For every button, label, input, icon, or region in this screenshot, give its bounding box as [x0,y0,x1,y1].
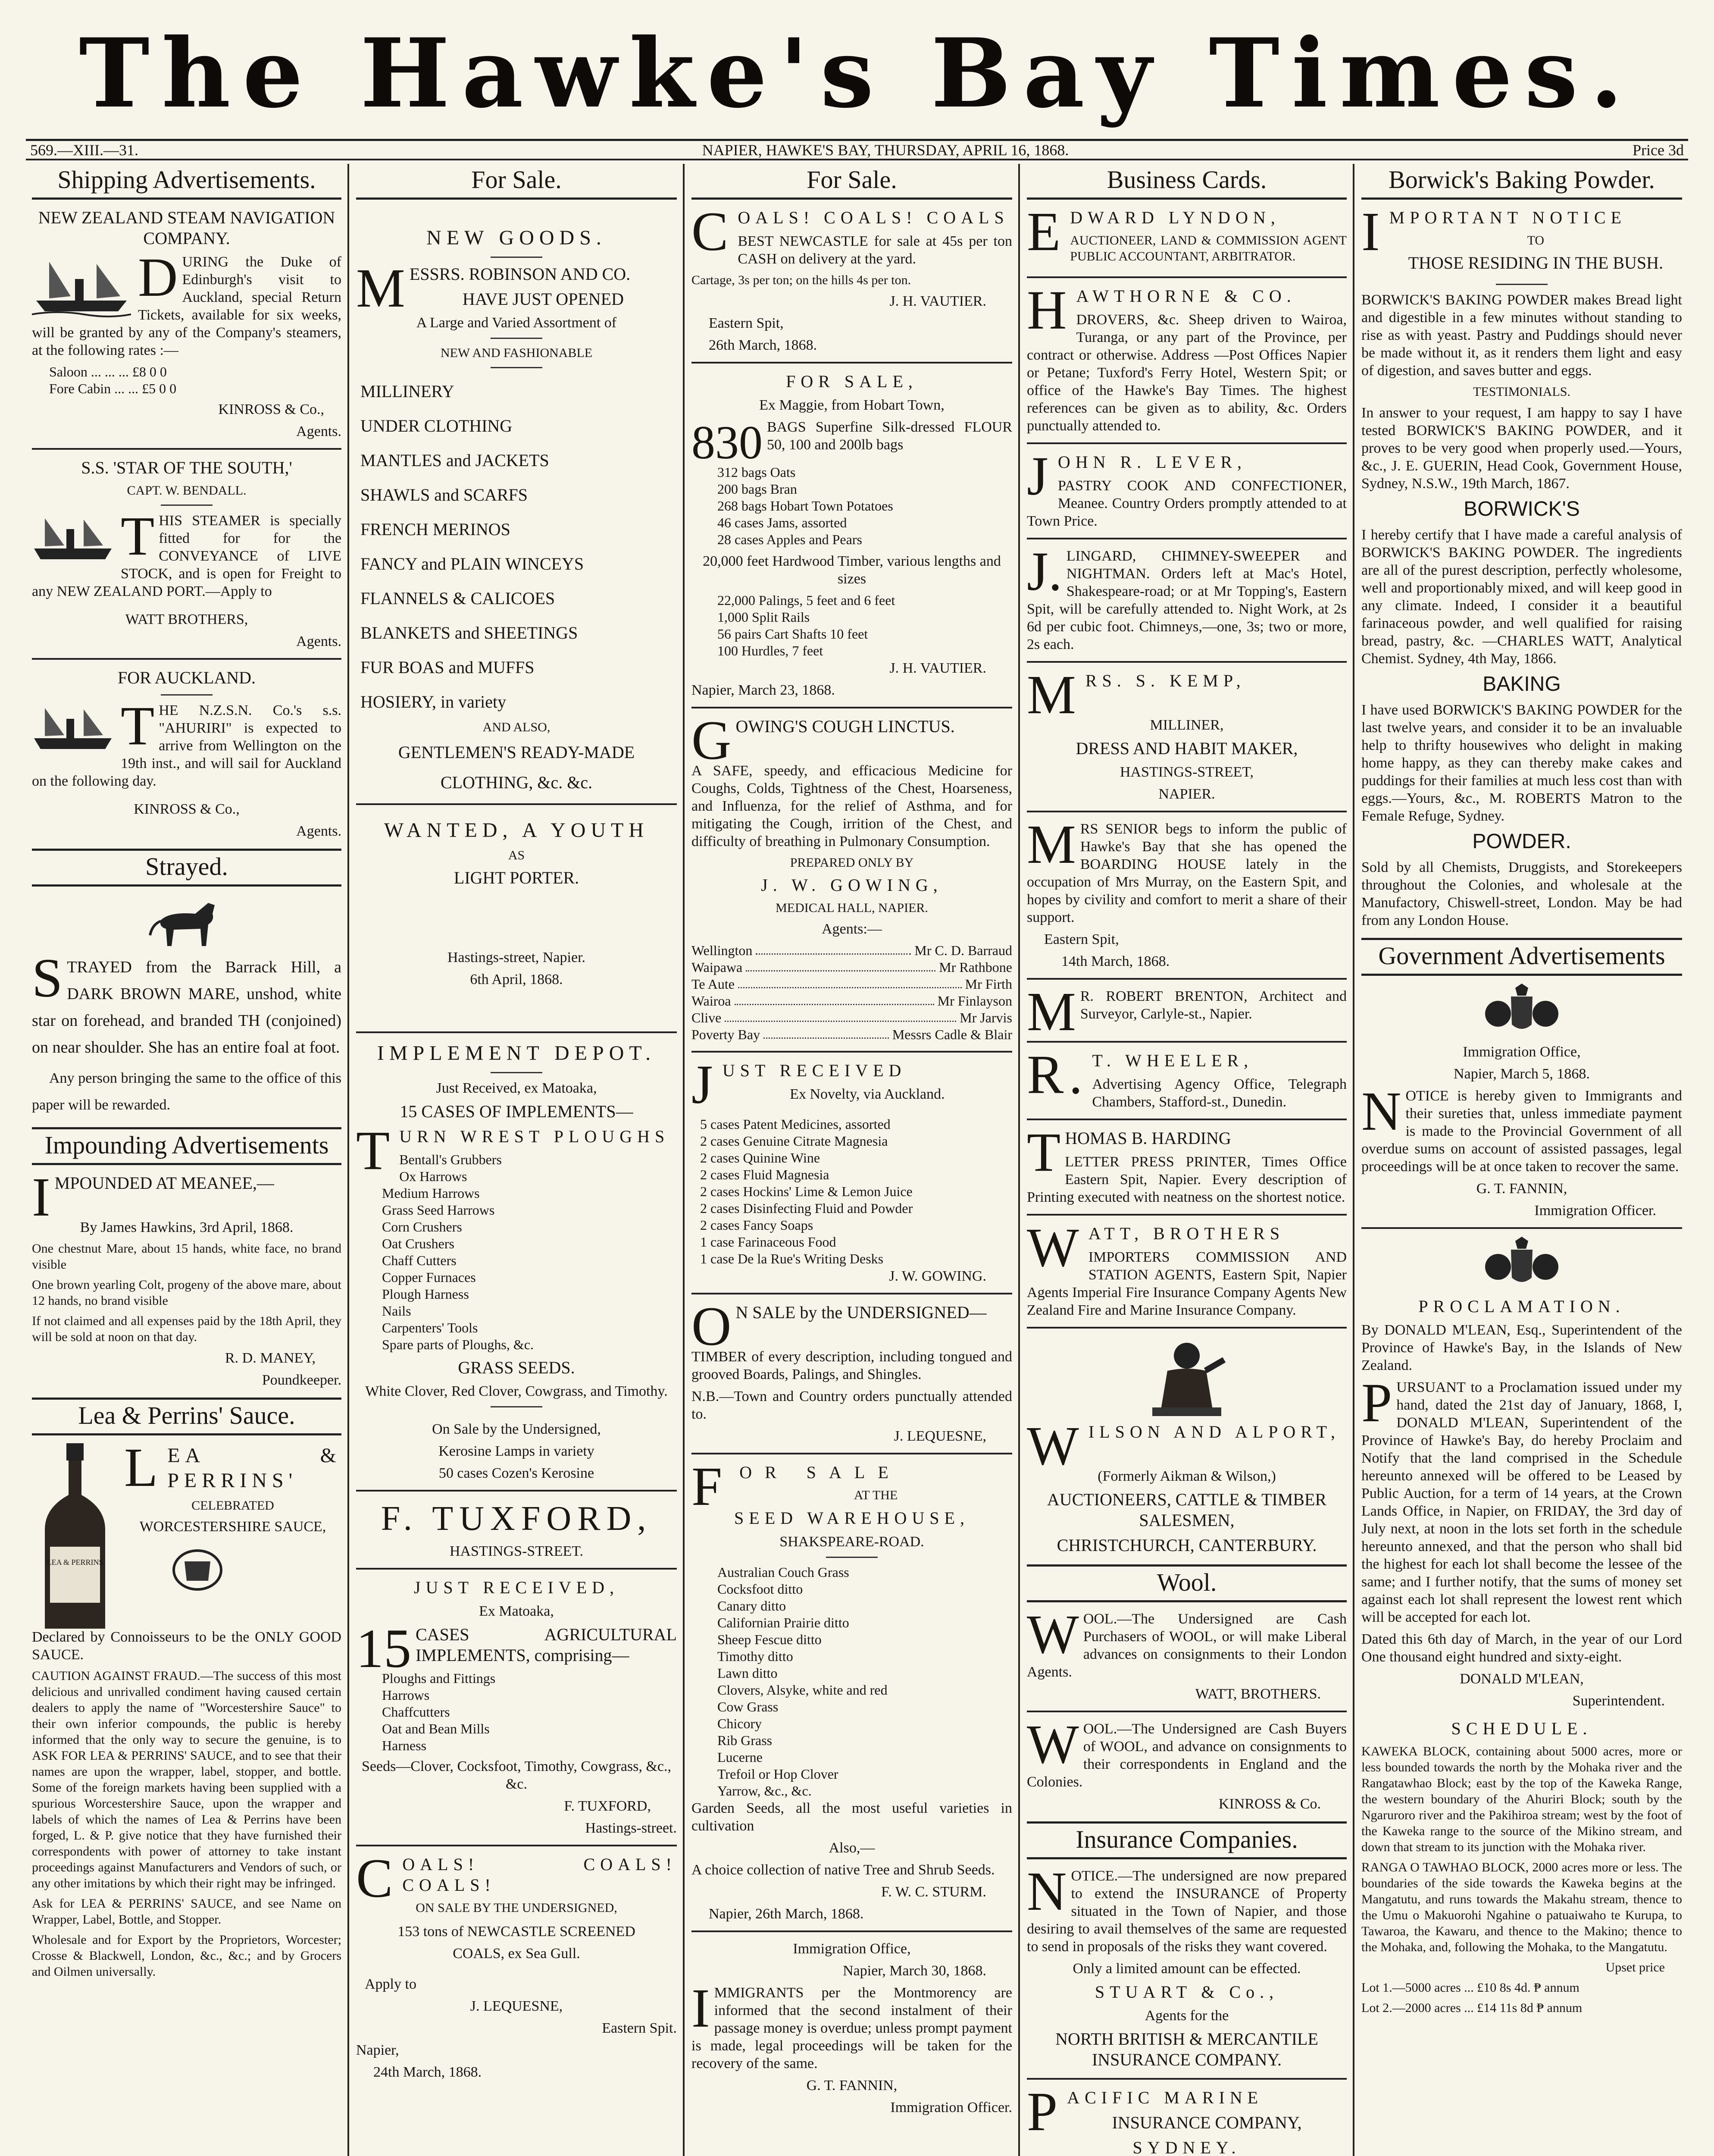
agent-place: Poverty Bay [691,1027,760,1042]
ad-text: HIS STEAMER is specially fitted for for the CONVEYANCE of LIVE STOCK, and is open for Freight to any NEW ZEALAND PORT.—Apply to [32,513,341,599]
ad-title: FOR SALE, [786,372,918,391]
signature: G. T. FANNIN, [1476,1181,1567,1197]
agent-label: Agents. [296,423,341,439]
column-rule [683,164,685,2156]
column-business-cards: Business Cards. EDWARD LYNDON, AUCTIONEER, LAND & COMMISSION AGENT PUBLIC ACCOUNTANT, ARBITRATOR. HAWTHORNE & CO. DROVERS, &c. Sheep driven to Wairoa, Turanga, or any part of the Province, per contract or otherwise. Address —Post Offices Napier or Petane; Tuxford's Ferry Hotel, Western Spit; or office of the Hawke's Bay Times. The highest references can be given as to ability, &c. Orders punctually attended to. JOHN R. LEVER, PASTRY COOK AND CONFECTIONER, Meanee. Country Orders promptly attended to at Town Price. J. LINGARD, CHIMNEY-SWEEPER and NIGHTMAN. Orders left at Mac's Hotel, Shakespeare-road; or at Mr Topping's, Eastern Spit, will be carefully attended to. Night Work, at 2s 6d per cubic foot. Chimneys,—one, 3s; two or more, 2s each. MRS. S. KEMP, MILLINER, DRESS AND HABIT MAKER, HASTINGS-STREET, NAPIER. MRS SENIOR begs to inform the public of Hawke's Bay that she has opened the BOARDING HOUSE lately in the occupation of Mrs Murray, on the Eastern Spit, and hopes by civility and comfort to merit a share of their support. Eastern Spit, 14th March, 1868. M R. ROBERT BRENTON, Architect and Surveyor, Carlyle-st., Napier. R. T. WHEELER, Advertising Agency Office, Telegraph Chambers, Stafford-st., Dunedin. THOMAS B. HARDING LETTER PRESS PRINTER, Times Office Eastern Spit, Napier. Every description of Printing executed with neatness on the shortest notice. WATT, BROTHERS IMPORTERS COMMISSION AND STATION AGENTS, Eastern Spit, Napier Agents Imperial Fire Insurance Company Agents New Zealand Fire and Marine Insurance Company. WILSON AND ALPORT, (Formerly Aikman & Wilson,) AUCTIONEERS, CATTLE & TIMBER SALESMEN, CHRISTCHURCH, CANTERBURY. Wool. WOOL.—The Undersigned are Cash Purchasers of WOOL, or will make Liberal advances on consignments to their London Agents. WATT, BROTHERS. WOOL.—The Undersigned are Cash Buyers of WOOL, and advance on consignments to their correspondents in England and the Colonies. KINROSS & Co. Insurance Companies. NOTICE.—The undersigned are now prepared to extend the INSURANCE of Property situated in the Town of Napier, and those desiring to avail themselves of the same are requested to send in proposals of the risks they want covered. Only a limited amount can be effected. STUART & Co., Agents for the NORTH BRITISH & MERCANTILE INSURANCE COMPANY. PACIFIC MARINE INSURANCE COMPANY, SYDNEY. [1021,164,1353,2156]
ad-date: 14th March, 1868. [1061,953,1170,969]
ad-title: NEW ZEALAND STEAM NAVIGATION COMPANY. [38,208,335,248]
medicine-item: 2 cases Fancy Soaps [700,1217,813,1233]
ad-text: Agents:— [822,921,882,937]
newspaper-title: The Hawke's Bay Times. [79,17,1635,129]
ad-text: AND ALSO, [482,720,550,734]
steamship-icon [32,512,114,564]
agent-row [691,942,1012,959]
signature: J. H. VAUTIER. [889,293,986,309]
implement-item: Harness [382,1738,427,1753]
dot-leader [738,976,962,988]
royal-arms-icon [1481,1237,1563,1293]
signature-role: Immigration Officer. [1534,1203,1656,1219]
ad-text: URSUANT to a Proclamation issued under my hand, dated the 21st day of January, 1868, I, DONALD M'LEAN, Superintendent of the Province of Hawke's Bay, do hereby Proclaim and Notify that the land comprised in the Schedule hereunto annexed will be offered to be Leased by Public Auction, for a term of 14 years, at the Crown Lands Office, in Napier, on FRIDAY, the 3rd day of July next, at noon in the lots set forth in the schedule hereunto annexed, and that the person who shall bid the highest for each lot shall become the lessee of the same; and I further notify, that the sums of money set against each lot shall represent the lowest rent which will be accepted for each lot. [1361,1379,1682,1625]
ad-text: STUART & Co., [1095,1982,1279,2002]
agent-row [691,1026,1012,1043]
ad-text: ON SALE BY THE UNDERSIGNED, [416,1901,617,1915]
ad-text: NAPIER. [1158,786,1215,802]
agent-name: Mr Firth [965,976,1012,992]
ad-title: POWDER. [1472,830,1571,853]
ad-text: PASTRY COOK AND CONFECTIONER, Meanee. Country Orders promptly attended to at Town Price. [1027,478,1347,529]
dot-leader [746,959,935,971]
ad-title: UST RECEIVED [722,1061,907,1080]
ad-text: I hereby certify that I have made a careful analysis of BORWICK'S BAKING POWDER. The ingredients are all of the purest description, perfectly wholesome, well and proportionably mixed, and will keep good in any climate. Indeed, I consider it a beautiful farinaceous powder, and well qualified for raising bread, pastry, &c. —CHARLES WATT, Analytical Chemist. Sydney, 4th May, 1866. [1361,527,1682,667]
ad-title: ACIFIC MARINE [1067,2088,1264,2107]
ad-text: DRESS AND HABIT MAKER, [1076,739,1298,758]
signature: F. TUXFORD, [564,1798,651,1814]
ad-text: If not claimed and all expenses paid by the 18th April, they will be sold at noon on that day. [32,1314,341,1344]
ad-text: LINGARD, CHIMNEY-SWEEPER and NIGHTMAN. Orders left at Mac's Hotel, Shakespeare-road; or at Mr Topping's, Eastern Spit, will be carefully attended to. Night Work, at 2s 6d per cubic foot. Chimneys,—one, 3s; two or more, 2s each. [1027,548,1347,652]
royal-arms-icon [1481,984,1563,1040]
medicine-item: 1 case De la Rue's Writing Desks [700,1251,884,1266]
ad-text: DROVERS, &c. Sheep driven to Wairoa, Turanga, or any part of the Province, per contract or otherwise. Address —Post Offices Napier or Petane; Tuxford's Ferry Hotel, Western Spit; or office of the Hawke's Bay Times. The highest references can be given as to ability, &c. Orders punctually attended to. [1027,312,1347,434]
ad-title: N SALE by the UNDERSIGNED— [735,1303,987,1322]
goods-item: UNDER CLOTHING [360,416,513,436]
signature-role: Poundkeeper. [262,1372,341,1388]
goods-item: SHAWLS and SCARFS [360,485,528,505]
ad-subtitle: WORCESTERSHIRE SAUCE, [139,1519,326,1535]
ad-text: A Large and Varied Assortment of [416,315,617,331]
ad-text: BEST NEWCASTLE for sale at 45s per ton CASH on delivery at the yard. [738,233,1012,267]
section-heading: Strayed. [32,849,341,887]
ad-text: Seeds—Clover, Cocksfoot, Timothy, Cowgrass, &c., &c. [361,1758,671,1792]
ad-text: Garden Seeds, all the most useful varieties in cultivation [691,1800,1012,1834]
ad-text: RS SENIOR begs to inform the public of Hawke's Bay that she has opened the BOARDING HOUSE lately in the occupation of Mrs Murray, on the Eastern Spit, and hopes by civility and comfort to merit a share of their support. [1027,821,1347,925]
dot-leader [756,942,911,955]
ad-text: Wholesale and for Export by the Proprietors, Worcester; Crosse & Blackwell, London, &c., &c.; and by Grocers and Oilmen universally. [32,1933,341,1979]
ad-text: N.B.—Town and Country orders punctually attended to. [691,1388,1012,1422]
seed-item: Californian Prairie ditto [717,1615,849,1630]
agent-name: Mr Finlayson [937,993,1012,1009]
issue-number: 569.—XIII.—31. [30,141,138,159]
ad-text: Dated this 6th day of March, in the year of our Lord One thousand eight hundred and sixty-eight. [1361,1631,1682,1665]
ad-text: Hastings-street, Napier. [447,950,586,965]
ad-text: I have used BORWICK'S BAKING POWDER for the last twelve years, and consider it to be an invaluable help to thrifty housewives who delight in making home happy, as they can thereby make cakes and puddings for their families at much less cost than with eggs.—Yours, &c., M. ROBERTS Matron to the Female Refuge, Sydney. [1361,702,1682,824]
section-heading: Government Advertisements [1361,938,1682,976]
signature: DONALD M'LEAN, [1460,1671,1584,1687]
ad-text: Agents for the [1145,2008,1229,2024]
ad-text: Cartage, 3s per ton; on the hills 4s per ton. [691,273,911,287]
ad-text: In answer to your request, I am happy to say I have tested BORWICK'S BAKING POWDER, and it proves to be very good when properly used.—Yours, &c., J. E. GUERIN, Head Cook, Government House, Sydney, N.S.W., 19th March, 1867. [1361,405,1682,492]
ad-text: AT THE [854,1488,898,1502]
dot-leader [725,1009,956,1022]
ad-title: MPORTANT NOTICE [1389,208,1626,227]
ad-text: Eastern Spit, [1044,931,1119,947]
ad-text: SYDNEY. [1132,2138,1241,2156]
ad-title: ILSON AND ALPORT, [1088,1422,1341,1442]
implement-item: Carpenters' Tools [382,1320,478,1335]
medicine-item: 2 cases Quinine Wine [700,1150,820,1166]
agent-row [691,976,1012,993]
ad-text: MPOUNDED AT MEANEE,— [54,1173,274,1193]
ad-text: THOSE RESIDING IN THE BUSH. [1408,253,1664,273]
ad-text: Advertising Agency Office, Telegraph Chambers, Stafford-st., Dunedin. [1092,1076,1347,1110]
ad-text: Immigration Office, [793,1941,911,1957]
ad-text: Eastern Spit, [709,315,784,331]
agent-row [691,959,1012,976]
ad-text: Napier, [356,2042,399,2058]
agent-name: Mr C. D. Barraud [914,943,1012,958]
seed-item: Lucerne [717,1749,763,1765]
column-borwick-government: Borwick's Baking Powder. IMPORTANT NOTICE TO THOSE RESIDING IN THE BUSH. BORWICK'S BAKING POWDER makes Bread light and digestible in a few minutes without standing to rise as with yeast. Pastry and Puddings should never be made without it, as it renders them light and easy of digestion, and saves butter and eggs. TESTIMONIALS. In answer to your request, I am happy to say I have tested BORWICK'S BAKING POWDER, and it proves to be very good when properly used.—Yours, &c., J. E. GUERIN, Head Cook, Government House, Sydney, N.S.W., 19th March, 1867. BORWICK'S I hereby certify that I have made a careful analysis of BORWICK'S BAKING POWDER. The ingredients are all of the purest description, perfectly wholesome, well and proportionably mixed, and will keep good in any climate. Indeed, I consider it a beautiful farinaceous powder, and well qualified for raising bread, pastry, &c. —CHARLES WATT, Analytical Chemist. Sydney, 4th May, 1866. BAKING I have used BORWICK'S BAKING POWDER for the last twelve years, and consider it to be an invaluable help to thrifty housewives who delight in making home happy, as they can thereby make cakes and puddings for their families at much less cost than with eggs.—Yours, &c., M. ROBERTS Matron to the Female Refuge, Sydney. POWDER. Sold by all Chemists, Druggists, and Storekeepers throughout the Colonies, and wholesale at the Manufactory, Chiswell-street, London. May be had from any London House. Government Advertisements Immigration Office, Napier, March 5, 1868. NOTICE is hereby given to Immigrants and their sureties that, unless immediate payment is made to the Provincial Government of all overdue sums on account of assisted passages, legal proceedings will be at once taken to recover the same. G. T. FANNIN, Immigration Officer. PROCLAMATION. By DONALD M'LEAN, Esq., Superintendent of the Province of Hawke's Bay, in the Islands of New Zealand. PURSUANT to a Proclamation issued under my hand, dated the 21st day of January, 1868, I, DONALD M'LEAN, Superintendent of the Province of Hawke's Bay, do hereby Proclaim and Notify that the land comprised in the Schedule hereunto annexed will be offered to be Leased by Public Auction, for a term of 14 years, at the Crown Lands Office, in Napier, on FRIDAY, the 3rd day of July next, at noon in the lots set forth in the schedule hereunto annexed, and that the person who shall bid the highest for each lot shall become the lessee of the same; and I further notify, that the sums of money set against each lot shall represent the lowest rent which will be accepted for each lot. Dated this 6th day of March, in the year of our Lord One thousand eight hundred and sixty-eight. DONALD M'LEAN, Superintendent. SCHEDULE. KAWEKA BLOCK, containing about 5000 acres, more or less bounded towards the north by the Mohaka river and the Rangatawhao Block; east by the top of the Kaweka Range, the western boundary of the Ahuriri Block; south by the Ngaruroro river and the Pakihiroa stream; west by the foot of the Kaweka range to the source of the Mikino stream, and down that stream to its junction with the Mohaka river. RANGA O TAWHAO BLOCK, 2000 acres more or less. The boundaries of the side towards the Kaweka begins at the Mangatutu, and runs towards the Makahu stream, thence to the Umu o Makuorohi Ngahine o patuaiwaho te Kurupa, to Tawaroa, the Kawaru, and thence to the Makino; thence to the Mohaka, and, following the Mohaka, to the Mangatutu. Upset price Lot 1.—5000 acres ... £10 8s 4d. ₱ annum Lot 2.—2000 acres ... £14 11s 8d ₱ annum [1355,164,1688,2156]
ad-text: 50 cases Cozen's Kerosine [438,1465,594,1481]
ad-text: 153 tons of NEWCASTLE SCREENED [397,1924,635,1940]
royal-crest-icon [167,1544,228,1592]
ad-text: NEW AND FASHIONABLE [440,346,593,360]
agent-name: Messrs Cadle & Blair [892,1027,1012,1042]
ad-text: GENTLEMEN'S READY-MADE [398,743,635,762]
signature: J. W. GOWING. [889,1268,986,1284]
signature: KINROSS & Co. [1218,1796,1321,1812]
section-heading: Impounding Advertisements [32,1127,341,1165]
ad-text: LETTER PRESS PRINTER, Times Office Eastern Spit, Napier. Every description of Printing executed with neatness on the shortest notice. [1027,1154,1347,1205]
ad-text: Any person bringing the same to the office of this paper will be rewarded. [32,1070,341,1113]
ad-date: 24th March, 1868. [373,2064,482,2080]
ad-text: Apply to [365,1976,416,1992]
ad-text: By DONALD M'LEAN, Esq., Superintendent of the Province of Hawke's Bay, in the Islands of New Zealand. [1361,1322,1682,1373]
ad-text: OOL.—The Undersigned are Cash Buyers of WOOL, and advance on consignments to their correspondents in England and the Colonies. [1027,1721,1347,1790]
ad-text: A choice collection of native Tree and Shrub Seeds. [691,1862,995,1878]
seed-item: Canary ditto [717,1598,786,1614]
ad-text: TIMBER of every description, including tongued and grooved Boards, Palings, and Shingles. [691,1349,1012,1382]
seed-item: Sheep Fescue ditto [717,1632,822,1647]
ad-title: OR SALE [739,1463,901,1482]
ad-title: BAKING [1483,673,1561,696]
column-for-sale-2: For Sale. COALS! COALS! COALS BEST NEWCASTLE for sale at 45s per ton CASH on delivery at the yard. Cartage, 3s per ton; on the hills 4s per ton. J. H. VAUTIER. Eastern Spit, 26th March, 1868. FOR SALE, Ex Maggie, from Hobart Town, 830 BAGS Superfine Silk-dressed FLOUR 50, 100 and 200lb bags 312 bags Oats 200 bags Bran 268 bags Hobart Town Potatoes 46 cases Jams, assorted 28 cases Apples and Pears 20,000 feet Hardwood Timber, various lengths and sizes 22,000 Palings, 5 feet and 6 feet 1,000 Split Rails 56 pairs Cart Shafts 10 feet 100 Hurdles, 7 feet J. H. VAUTIER. Napier, March 23, 1868. GOWING'S COUGH LINCTUS. A SAFE, speedy, and efficacious Medicine for Coughs, Colds, Tightness of the Chest, Hoarseness, and Influenza, for the relief of Asthma, and for mitigating the Cough, irrition of the Chest, and difficulty of breathing in Pulmonary Consumption. PREPARED ONLY BY J. W. GOWING, MEDICAL HALL, NAPIER. Agents:— Wellington Mr C. D. Barraud Waipawa Mr Rathbone Te Aute Mr Firth Wairoa Mr Finlayson Clive Mr Jarvis Poverty Bay Messrs Cadle & Blair JUST RECEIVED Ex Novelty, via Auckland. 5 cases Patent Medicines, assorted 2 cases Genuine Citrate Magnesia 2 cases Quinine Wine 2 cases Fluid Magnesia 2 cases Hockins' Lime & Lemon Juice 2 cases Disinfecting Fluid and Powder 2 cases Fancy Soaps 1 case Farinaceous Food 1 case De la Rue's Writing Desks J. W. GOWING. O N SALE by the UNDERSIGNED— TIMBER of every description, including tongued and grooved Boards, Palings, and Shingles. N.B.—Town and Country orders punctually attended to. J. LEQUESNE, FOR SALE AT THE SEED WAREHOUSE, SHAKSPEARE-ROAD. Australian Couch Grass Cocksfoot ditto Canary ditto Californian Prairie ditto Sheep Fescue ditto Timothy ditto Lawn ditto Clovers, Alsyke, white and red Cow Grass Chicory Rib Grass Lucerne Trefoil or Hop Clover Yarrow, &c., &c. Garden Seeds, all the most useful varieties in cultivation Also,— A choice collection of native Tree and Shrub Seeds. F. W. C. STURM. Napier, 26th March, 1868. Immigration Office, Napier, March 30, 1868. IMMIGRANTS per the Montmorency are informed that the second instalment of their passage money is overdue; unless prompt payment is made, legal proceedings will be taken for the recovery of the same. G. T. FANNIN, Immigration Officer. [685,164,1018,2156]
ad-text: HAVE JUST OPENED [462,289,624,309]
signature-role: Immigration Officer. [890,2100,1012,2115]
ad-title: OWING'S COUGH LINCTUS. [735,717,955,736]
seed-item: Clovers, Alsyke, white and red [717,1682,888,1698]
steamship-icon [32,702,114,753]
cargo-item: 56 pairs Cart Shafts 10 feet [717,626,868,642]
column-rule [1018,164,1020,2156]
ad-title: OHN R. LEVER, [1057,452,1247,472]
ad-text: HE N.Z.S.N. Co.'s s.s. "AHURIRI" is expected to arrive from Wellington on the 19th inst., and will sail for Auckland on the following day. [32,702,341,789]
horse-icon [144,894,230,950]
goods-item: FLANNELS & CALICOES [360,589,555,608]
section-heading: Business Cards. [1027,164,1347,200]
ad-title: PROCLAMATION. [1418,1297,1625,1316]
signature: G. T. FANNIN, [806,2078,898,2093]
cargo-item: 28 cases Apples and Pears [717,532,862,547]
column-rule [1353,164,1354,2156]
cargo-item: 200 bags Bran [717,481,797,497]
implement-item: Oat Crushers [382,1236,454,1251]
implement-item: Chaffcutters [382,1704,450,1720]
ad-text: COALS, ex Sea Gull. [453,1946,580,1962]
ad-text: BORWICK'S BAKING POWDER makes Bread light and digestible in a few minutes without standing to rise as with yeast. Pastry and Puddings should never be made without it, as it renders them light and easy of digestion, and saves butter and eggs. [1361,292,1682,379]
implement-item: Ox Harrows [399,1169,467,1184]
signature-role: Superintendent. [1572,1693,1665,1709]
steamship-icon [32,253,131,318]
ad-date: 6th April, 1868. [470,971,563,987]
ad-text: TO [1527,233,1545,248]
ad-text: Immigration Office, [1463,1044,1581,1060]
cargo-item: 100 Hurdles, 7 feet [717,643,823,658]
fare-saloon: Saloon ... ... ... £8 0 0 [49,364,167,379]
medicine-item: 1 case Farinaceous Food [700,1234,836,1250]
section-heading: For Sale. [691,164,1012,200]
agent-name: KINROSS & Co., [218,401,324,417]
goods-item: FANCY and PLAIN WINCEYS [360,554,584,573]
ad-text: OTICE.—The undersigned are now prepared to extend the INSURANCE of Property situated in the Town of Napier, and those desiring to avail themselves of the same are requested to send in proposals of the risks they want covered. [1027,1868,1347,1955]
agent-place: Wairoa [691,993,731,1009]
agent-place: Waipawa [691,959,743,975]
ad-text: KAWEKA BLOCK, containing about 5000 acres, more or less bounded towards the north by the Mohaka river and the Rangatawhao Block; east by the top of the Kaweka Range, the western boundary of the Ahuriri Block; south by the Ngaruroro river and the Pakihiroa stream; west by the foot of the Kaweka range to the source of the Mikino stream, and down that stream to its junction with the Mohaka river. [1361,1744,1682,1854]
ad-text: CLOTHING, &c. &c. [440,773,593,792]
ad-text: 15 CASES OF IMPLEMENTS— [400,1102,633,1121]
section-heading: Wool. [1027,1564,1347,1602]
seed-item: Yarrow, &c., &c. [717,1783,812,1799]
goods-item: FUR BOAS and MUFFS [360,658,535,677]
ad-text: IMPORTERS COMMISSION AND STATION AGENTS, Eastern Spit, Napier Agents Imperial Fire Insurance Company Agents New Zealand Fire and Marine Insurance Company. [1027,1249,1347,1318]
ad-text: Kerosine Lamps in variety [438,1443,594,1459]
ad-text: AS [508,848,525,862]
ad-date: 26th March, 1868. [709,337,817,353]
ad-text: Only a limited amount can be effected. [1073,1961,1301,1977]
sauce-bottle-illustration [32,1443,118,1567]
ad-text: By James Hawkins, 3rd April, 1868. [80,1219,294,1235]
ad-text: TRAYED from the Barrack Hill, a DARK BROWN MARE, unshod, white star on forehead, and branded TH (conjoined) on near shoulder. She has an entire foal at foot. [32,958,341,1056]
ad-text: Upset price [1605,1960,1665,1974]
seed-item: Chicory [717,1716,762,1731]
ad-title: OALS! COALS! COALS! [402,1855,677,1895]
implement-item: Copper Furnaces [382,1269,476,1285]
seed-item: Australian Couch Grass [717,1564,849,1580]
bottle-label: LEA & PERRINS [47,1558,103,1567]
seed-item: Trefoil or Hop Clover [717,1766,838,1782]
agent-name: Mr Jarvis [960,1010,1012,1025]
medicine-item: 2 cases Disinfecting Fluid and Powder [700,1200,913,1216]
dot-leader [763,1026,889,1039]
goods-item: HOSIERY, in variety [360,692,507,711]
ad-text: OOL.—The Undersigned are Cash Purchasers of WOOL, or will make Liberal advances on consignments to their London Agents. [1027,1611,1347,1680]
implement-item: Nails [382,1303,411,1319]
ad-title: RS. S. KEMP, [1085,671,1246,690]
ad-title: HOMAS B. HARDING [1065,1128,1231,1148]
agent-place: Te Aute [691,976,735,992]
ad-text: AUCTIONEERS, CATTLE & TIMBER SALESMEN, [1047,1490,1327,1530]
ad-title: T. WHEELER, [1092,1051,1254,1070]
ad-text: One brown yearling Colt, progeny of the above mare, about 12 hands, no brand visible [32,1278,341,1308]
medicine-item: 2 cases Hockins' Lime & Lemon Juice [700,1184,913,1199]
ad-title: DWARD LYNDON, [1070,208,1280,227]
place-date: NAPIER, HAWKE'S BAY, THURSDAY, APRIL 16, 1868. [702,141,1069,159]
agent-row [691,993,1012,1009]
implement-item: Chaff Cutters [382,1253,457,1268]
agent-place: Clive [691,1010,722,1025]
dateline [26,139,1688,160]
ad-text: Ex Matoaka, [479,1603,554,1619]
signature: J. LEQUESNE, [894,1428,986,1444]
ad-text: SEED WAREHOUSE, [734,1508,970,1528]
ad-text: Ask for LEA & PERRINS' SAUCE, and see Name on Wrapper, Label, Bottle, and Stopper. [32,1896,341,1927]
ad-title: S.S. 'STAR OF THE SOUTH,' [81,458,292,477]
ad-date: Napier, March 30, 1868. [843,1963,986,1979]
ad-text: HASTINGS-STREET. [449,1543,584,1559]
ad-text: Declared by Connoisseurs to be the ONLY GOOD SAUCE. [32,1629,341,1663]
lot-2: Lot 2.—2000 acres ... £14 11s 8d ₱ annum [1361,2001,1583,2015]
fare-fore-cabin: Fore Cabin ... ... £5 0 0 [49,381,177,396]
ad-text: LIGHT PORTER. [454,868,579,887]
cargo-item: 268 bags Hobart Town Potatoes [717,498,893,514]
ad-text: R. ROBERT BRENTON, Architect and Surveyor, Carlyle-st., Napier. [1080,988,1347,1022]
ad-title: SCHEDULE. [1451,1719,1592,1738]
ad-text: J. W. GOWING, [761,875,943,895]
ad-text: BAGS Superfine Silk-dressed FLOUR 50, 100 and 200lb bags [767,419,1012,453]
ad-text: On Sale by the Undersigned, [432,1421,601,1437]
signature-place: Eastern Spit. [602,2020,677,2036]
implement-item: Medium Harrows [382,1185,480,1201]
ad-title: ATT, BROTHERS [1088,1224,1285,1243]
agent-name: WATT BROTHERS, [125,611,248,627]
agent-place: Wellington [691,943,753,958]
seed-item: Cocksfoot ditto [717,1581,803,1597]
ad-title: BORWICK'S [1464,498,1580,520]
ad-text: CHRISTCHURCH, CANTERBURY. [1057,1536,1317,1555]
goods-item: MANTLES and JACKETS [360,451,549,470]
section-heading: Borwick's Baking Powder. [1361,164,1682,200]
flour-count: 830 [691,416,763,469]
seed-item: Cow Grass [717,1699,779,1714]
agent-row [691,1009,1012,1026]
ad-text: OTICE is hereby given to Immigrants and their sureties that, unless immediate payment is made to the Provincial Government of all overdue sums on account of assisted passages, legal proceedings will be at once taken to recover the same. [1361,1088,1682,1175]
ad-date: Napier, March 23, 1868. [691,682,835,698]
ad-title: OALS! COALS! COALS [738,208,1009,227]
ad-title: WANTED, A YOUTH [384,819,649,842]
ad-title: FOR AUCKLAND. [117,668,256,687]
ad-text: Also,— [829,1840,875,1856]
implement-item: Harrows [382,1687,430,1703]
section-heading: For Sale. [356,164,677,200]
seed-item: Rib Grass [717,1733,773,1748]
ad-subtitle: CELEBRATED [191,1498,274,1513]
medicine-item: 2 cases Genuine Citrate Magnesia [700,1133,888,1149]
ad-text: (Formerly Aikman & Wilson,) [1098,1468,1276,1484]
cargo-item: 22,000 Palings, 5 feet and 6 feet [717,592,895,608]
medicine-item: 5 cases Patent Medicines, assorted [700,1116,891,1132]
signature-place: Hastings-street. [585,1820,677,1836]
ad-date: Napier, 26th March, 1868. [709,1906,864,1922]
section-heading: Insurance Companies. [1027,1821,1347,1859]
signature: J. H. VAUTIER. [889,660,986,676]
masthead [52,9,1662,138]
ad-date: Napier, March 5, 1868. [1454,1066,1590,1082]
ad-text: CAUTION AGAINST FRAUD.—The success of this most delicious and unrivalled condiment having caused certain dealers to apply the name of "Worcestershire Sauce" to their own inferior compounds, the public is hereby informed that the only way to secure the genuine, is to ASK FOR LEA & PERRINS' SAUCE, and to see that their names are upon the wrapper, label, stopper, and bottle. Some of the foreign markets having been supplied with a spurious Worcestershire Sauce, upon the wrapper and labels of which the names of Lea & Perrins have been forged, L. & P. give notice that they have furnished their correspondents with power of attorney to take instant proceedings against Manufacturers and Vendors of such, or any other imitations by which their right may be infringed. [32,1669,341,1890]
ad-text: MEDICAL HALL, NAPIER. [776,901,928,915]
ad-text: TESTIMONIALS. [1473,385,1570,399]
ad-text: ESSRS. ROBINSON AND CO. [409,264,631,284]
seed-item: Timothy ditto [717,1648,793,1664]
goods-item: BLANKETS and SHEETINGS [360,623,578,642]
column-shipping: Shipping Advertisements. NEW ZEALAND STEAM NAVIGATION COMPANY. DURING the Duke of Edinburgh's visit to Auckland, special Return Tickets, available for six weeks, will be granted by any of the Company's steamers, at the following rates :— Saloon ... ... ... £8 0 0 Fore Cabin ... ... £5 0 0 KINROSS & Co., Agents. S.S. 'STAR OF THE SOUTH,' CAPT. W. BENDALL. THIS STEAMER is specially fitted for for the CONVEYANCE of LIVE STOCK, and is open for Freight to any NEW ZEALAND PORT.—Apply to WATT BROTHERS, Agents. FOR AUCKLAND. THE N.Z.S.N. Co.'s s.s. "AHURIRI" is expected to arrive from Wellington on the 19th inst., and will sail for Auckland on the following day. KINROSS & Co., Agents. Strayed. STRAYED from the Barrack Hill, a DARK BROWN MARE, unshod, white star on forehead, and branded TH (conjoined) on near shoulder. She has an entire foal at foot. Any person bringing the same to the office of this paper will be rewarded. Impounding Advertisements IMPOUNDED AT MEANEE,— By James Hawkins, 3rd April, 1868. One chestnut Mare, about 15 hands, white face, no brand visible One brown yearling Colt, progeny of the above mare, about 12 hands, no brand visible If not claimed and all expenses paid by the 18th April, they will be sold at noon on that day. R. D. MANEY, Poundkeeper. Lea & Perrins' Sauce. LEA & PERRINS LEA & PERRINS' CELEBRATED WORCESTERSHIRE SAUCE, Declared by Connoisseurs to be the ONLY GOOD SAUCE. CAUTION AGAINST FRAUD.—The success of this most delicious and unrivalled condiment having caused certain dealers to apply the name of "Worcestershire Sauce" to their own inferior compounds, the public is hereby informed that the only way to secure the genuine, is to ASK FOR LEA & PERRINS' SAUCE, and to see that their names are upon the wrapper, label, stopper, and bottle. Some of the foreign markets having been supplied with a spurious Worcestershire Sauce, upon the wrapper and labels of which the names of Lea & Perrins have been forged, L. & P. give notice that they have furnished their correspondents with power of attorney to take instant proceedings against Manufacturers and Vendors of such, or any other imitations by which their right may be infringed. Ask for LEA & PERRINS' SAUCE, and see Name on Wrapper, Label, Bottle, and Stopper. Wholesale and for Export by the Proprietors, Worcester; Crosse & Blackwell, London, &c., &c.; and by Grocers and Oilmen universally. [26,164,347,2156]
ad-title: AWTHORNE & CO. [1076,286,1296,306]
ad-text: RANGA O TAWHAO BLOCK, 2000 acres more or less. The boundaries of the side towards the Kaweka begins at the Mangatutu, and runs towards the Makahu stream, thence to the Umu o Makuorohi Ngahine o patuaiwaho te Kurupa, to Tawaroa, the Kawaru, and thence to the Makino; thence to the Mohaka, and, following the Mohaka, to the Mangatutu. [1361,1860,1682,1954]
column-rule [347,164,349,2156]
ad-text: Ex Novelty, via Auckland. [790,1086,945,1102]
ad-title: JUST RECEIVED, [413,1578,619,1597]
bottle-icon [32,1443,118,1633]
price: Price 3d [1633,141,1684,159]
signature: F. W. C. STURM. [881,1884,986,1900]
ad-text: AUCTIONEER, LAND & COMMISSION AGENT PUBLIC ACCOUNTANT, ARBITRATOR. [1070,233,1347,263]
implement-item: Grass Seed Harrows [382,1202,495,1218]
implement-item: Oat and Bean Mills [382,1721,490,1736]
ad-title: IMPLEMENT DEPOT. [377,1042,656,1065]
ad-text: HASTINGS-STREET, [1120,764,1254,780]
column-for-sale-1: For Sale. NEW GOODS. MESSRS. ROBINSON AND CO. HAVE JUST OPENED A Large and Varied Assortment of NEW AND FASHIONABLE MILLINERY UNDER CLOTHING MANTLES and JACKETS SHAWLS and SCARFS FRENCH MERINOS FANCY and PLAIN WINCEYS FLANNELS & CALICOES BLANKETS and SHEETINGS FUR BOAS and MUFFS HOSIERY, in variety AND ALSO, GENTLEMEN'S READY-MADE CLOTHING, &c. &c. WANTED, A YOUTH AS LIGHT PORTER. Hastings-street, Napier. 6th April, 1868. IMPLEMENT DEPOT. Just Received, ex Matoaka, 15 CASES OF IMPLEMENTS— TURN WREST PLOUGHS Bentall's Grubbers Ox Harrows Medium Harrows Grass Seed Harrows Corn Crushers Oat Crushers Chaff Cutters Copper Furnaces Plough Harness Nails Carpenters' Tools Spare parts of Ploughs, &c. GRASS SEEDS. White Clover, Red Clover, Cowgrass, and Timothy. On Sale by the Undersigned, Kerosine Lamps in variety 50 cases Cozen's Kerosine F. TUXFORD, HASTINGS-STREET. JUST RECEIVED, Ex Matoaka, 15 CASES AGRICULTURAL IMPLEMENTS, comprising— Ploughs and Fittings Harrows Chaffcutters Oat and Bean Mills Harness Seeds—Clover, Cocksfoot, Timothy, Cowgrass, &c., &c. F. TUXFORD, Hastings-street. COALS! COALS! COALS! ON SALE BY THE UNDERSIGNED, 153 tons of NEWCASTLE SCREENED COALS, ex Sea Gull. Apply to J. LEQUESNE, Eastern Spit. Napier, 24th March, 1868. [350,164,683,2156]
ad-text: CASES AGRICULTURAL IMPLEMENTS, comprising— [416,1625,677,1665]
seed-item: Lawn ditto [717,1665,778,1681]
agent-name: Mr Rathbone [939,959,1012,975]
ad-text: White Clover, Red Clover, Cowgrass, and Timothy. [365,1383,668,1399]
ad-text: A SAFE, speedy, and efficacious Medicine for Coughs, Colds, Tightness of the Chest, Hoarseness, and Influenza, for the relief of Asthma, and for mitigating the Cough, irrition of the Chest, and difficulty of breathing in Pulmonary Consumption. [691,763,1012,849]
implement-item: Ploughs and Fittings [382,1670,496,1686]
ad-text: MMIGRANTS per the Montmorency are informed that the second instalment of their passage money is overdue; unless prompt payment is made, legal proceedings will be taken for the recovery of the same. [691,1985,1012,2071]
ad-title: EA & PERRINS' [167,1444,341,1492]
ad-text: One chestnut Mare, about 15 hands, white face, no brand visible [32,1241,341,1272]
ad-text: INSURANCE COMPANY, [1112,2113,1302,2132]
ad-text: NORTH BRITISH & MERCANTILE INSURANCE COMPANY. [1055,2029,1318,2069]
ad-text: Just Received, ex Matoaka, [436,1080,597,1096]
ad-text: Sold by all Chemists, Druggists, and Storekeepers throughout the Colonies, and wholesale at the Manufactory, Chiswell-street, London. May be had from any London House. [1361,859,1682,928]
ad-title: F. TUXFORD, [381,1500,652,1538]
goods-item: MILLINERY [360,382,454,401]
agent-label: Agents. [296,633,341,649]
agent-label: Agents. [296,823,341,839]
signature: J. LEQUESNE, [470,1998,563,2014]
implement-item: Plough Harness [382,1286,469,1302]
implement-item: Corn Crushers [382,1219,462,1235]
ad-text: URING the Duke of Edinburgh's visit to Auckland, special Return Tickets, available for six weeks, will be granted by any of the Company's steamers, at the following rates :— [32,254,341,358]
implement-item: Spare parts of Ploughs, &c. [382,1337,534,1352]
ad-text: 20,000 feet Hardwood Timber, various lengths and sizes [703,553,1001,587]
ad-text: Ex Maggie, from Hobart Town, [759,397,945,413]
implement-item: Bentall's Grubbers [399,1152,502,1167]
goods-item: FRENCH MERINOS [360,520,510,539]
cargo-item: 1,000 Split Rails [717,609,810,625]
cargo-item: 312 bags Oats [717,464,796,480]
dot-leader [735,993,934,1005]
ad-text: GRASS SEEDS. [458,1358,575,1377]
signature: R. D. MANEY, [225,1350,316,1366]
cargo-item: 46 cases Jams, assorted [717,515,847,530]
ad-text: SHAKSPEARE-ROAD. [779,1534,924,1550]
lot-1: Lot 1.—5000 acres ... £10 8s 4d. ₱ annum [1361,1981,1580,1995]
ad-text: PREPARED ONLY BY [790,856,914,870]
medicine-item: 2 cases Fluid Magnesia [700,1167,829,1182]
ad-text: MILLINER, [1150,717,1224,733]
ad-title: NEW GOODS. [426,226,607,249]
agent-name: KINROSS & Co., [134,801,240,817]
section-heading: Shipping Advertisements. [32,164,341,200]
ad-text: URN WREST PLOUGHS [399,1127,670,1146]
signature: WATT, BROTHERS. [1195,1686,1321,1702]
captain: CAPT. W. BENDALL. [127,483,247,498]
auctioneer-icon [1144,1336,1230,1418]
section-heading: Lea & Perrins' Sauce. [32,1398,341,1435]
